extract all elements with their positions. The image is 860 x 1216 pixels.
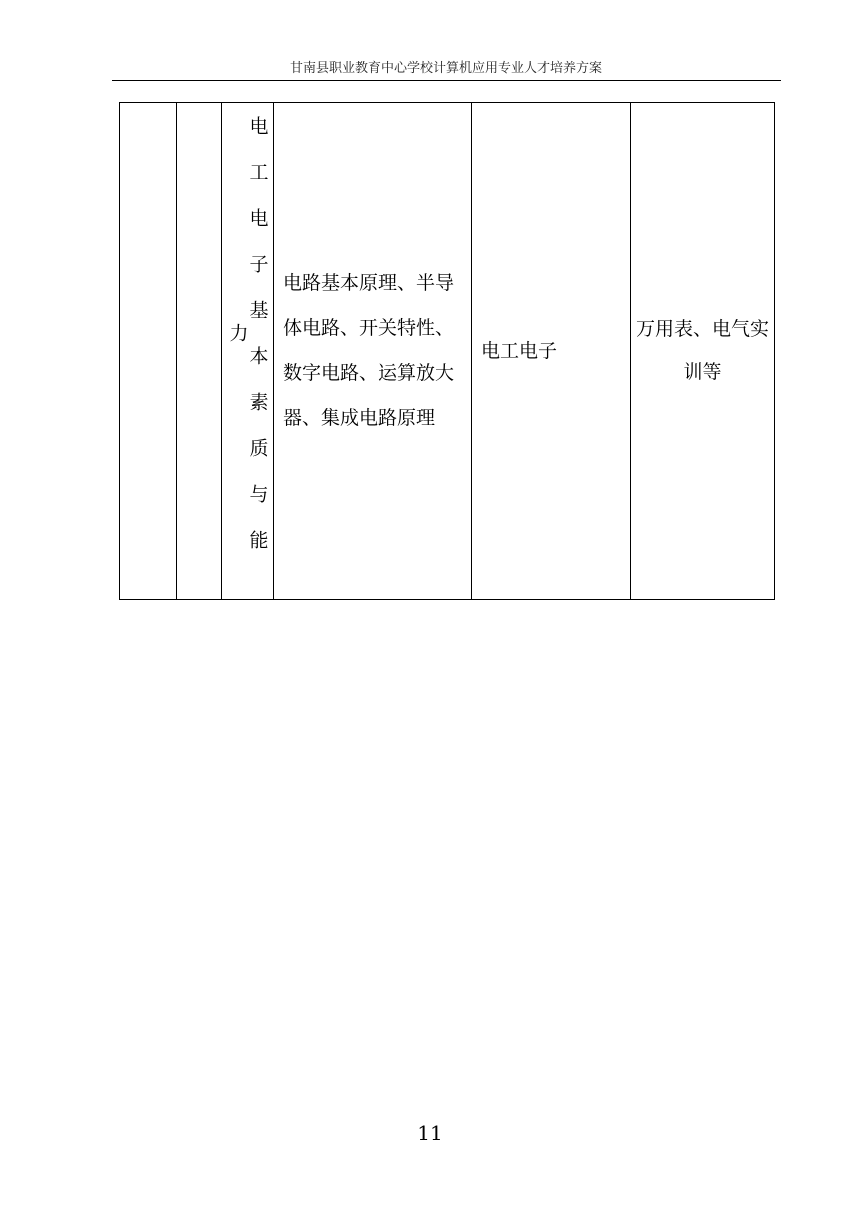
- equipment-cell: 万用表、电气实训等: [631, 103, 775, 600]
- table-row: [120, 103, 775, 600]
- page-number: 11: [417, 1121, 443, 1145]
- course-cell: 电工电子: [472, 103, 631, 600]
- module-cell: [222, 103, 274, 600]
- page-header: 甘南县职业教育中心学校计算机应用专业人才培养方案: [289, 61, 602, 76]
- content-cell: 电路基本原理、半导体电路、开关特性、数字电路、运算放大器、集成电路原理: [274, 103, 472, 600]
- empty-cell-1: [120, 103, 177, 600]
- module-name: 电工电子基本素质与能力: [226, 116, 269, 576]
- header-rule: [112, 80, 781, 81]
- empty-cell-2: [177, 103, 222, 600]
- course-table: [119, 102, 774, 600]
